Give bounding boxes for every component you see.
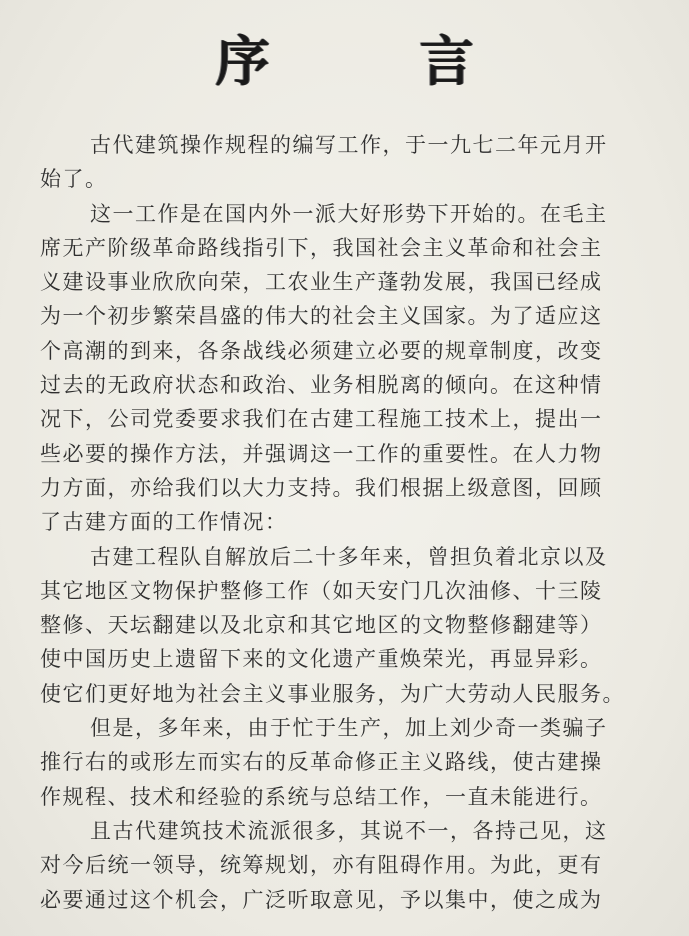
text-line: 作规程、技术和经验的系统与总结工作，一直未能进行。 bbox=[40, 784, 603, 809]
text-line: 使中国历史上遗留下来的文化遗产重焕荣光，再显异彩。 bbox=[40, 647, 603, 672]
text-line: 些必要的操作方法，并强调这一工作的重要性。在人力物 bbox=[40, 441, 603, 466]
text-line: 使它们更好地为社会主义事业服务，为广大劳动人民服务。 bbox=[40, 681, 625, 706]
text-line: 且古代建筑技术流派很多，其说不一，各持己见，这 bbox=[90, 818, 608, 843]
text-line: 古代建筑操作规程的编写工作，于一九七二年元月开 bbox=[90, 133, 608, 157]
text-line: 推行右的或形左而实右的反革命修正主义路线，使古建操 bbox=[40, 750, 603, 775]
text-line: 过去的无政府状态和政治、业务相脱离的倾向。在这种情 bbox=[40, 373, 603, 398]
text-line: 其它地区文物保护整修工作（如天安门几次油修、十三陵 bbox=[40, 578, 603, 603]
handwritten-body bbox=[40, 128, 652, 917]
text-line: 况下，公司党委要求我们在古建工程施工技术上，提出一 bbox=[40, 407, 603, 432]
text-line: 必要通过这个机会，广泛听取意见，予以集中，使之成为 bbox=[40, 887, 603, 912]
title-char-2: 言 bbox=[419, 28, 474, 93]
page-title bbox=[0, 22, 689, 92]
text-line: 但是，多年来，由于忙于生产，加上刘少奇一类骗子 bbox=[90, 716, 608, 741]
text-line: 这一工作是在国内外一派大好形势下开始的。在毛主 bbox=[90, 201, 608, 226]
title-char-1: 序 bbox=[215, 28, 270, 93]
text-line: 始了。 bbox=[40, 167, 108, 192]
text-line: 席无产阶级革命路线指引下，我国社会主义革命和社会主 bbox=[40, 235, 603, 260]
text-line: 力方面，亦给我们以大力支持。我们根据上级意图，回顾 bbox=[40, 475, 603, 500]
text-line: 对今后统一领导，统筹规划，亦有阻碍作用。为此，更有 bbox=[40, 853, 603, 878]
text-line: 个高潮的到来，各条战线必须建立必要的规章制度，改变 bbox=[40, 338, 603, 363]
text-line: 义建设事业欣欣向荣，工农业生产蓬勃发展，我国已经成 bbox=[40, 270, 603, 295]
text-line: 古建工程队自解放后二十多年来，曾担负着北京以及 bbox=[90, 544, 608, 569]
text-line: 整修、天坛翻建以及北京和其它地区的文物整修翻建等） bbox=[40, 613, 603, 638]
text-line: 为一个初步繁荣昌盛的伟大的社会主义国家。为了适应这 bbox=[40, 304, 603, 329]
text-line: 了古建方面的工作情况： bbox=[40, 510, 288, 535]
